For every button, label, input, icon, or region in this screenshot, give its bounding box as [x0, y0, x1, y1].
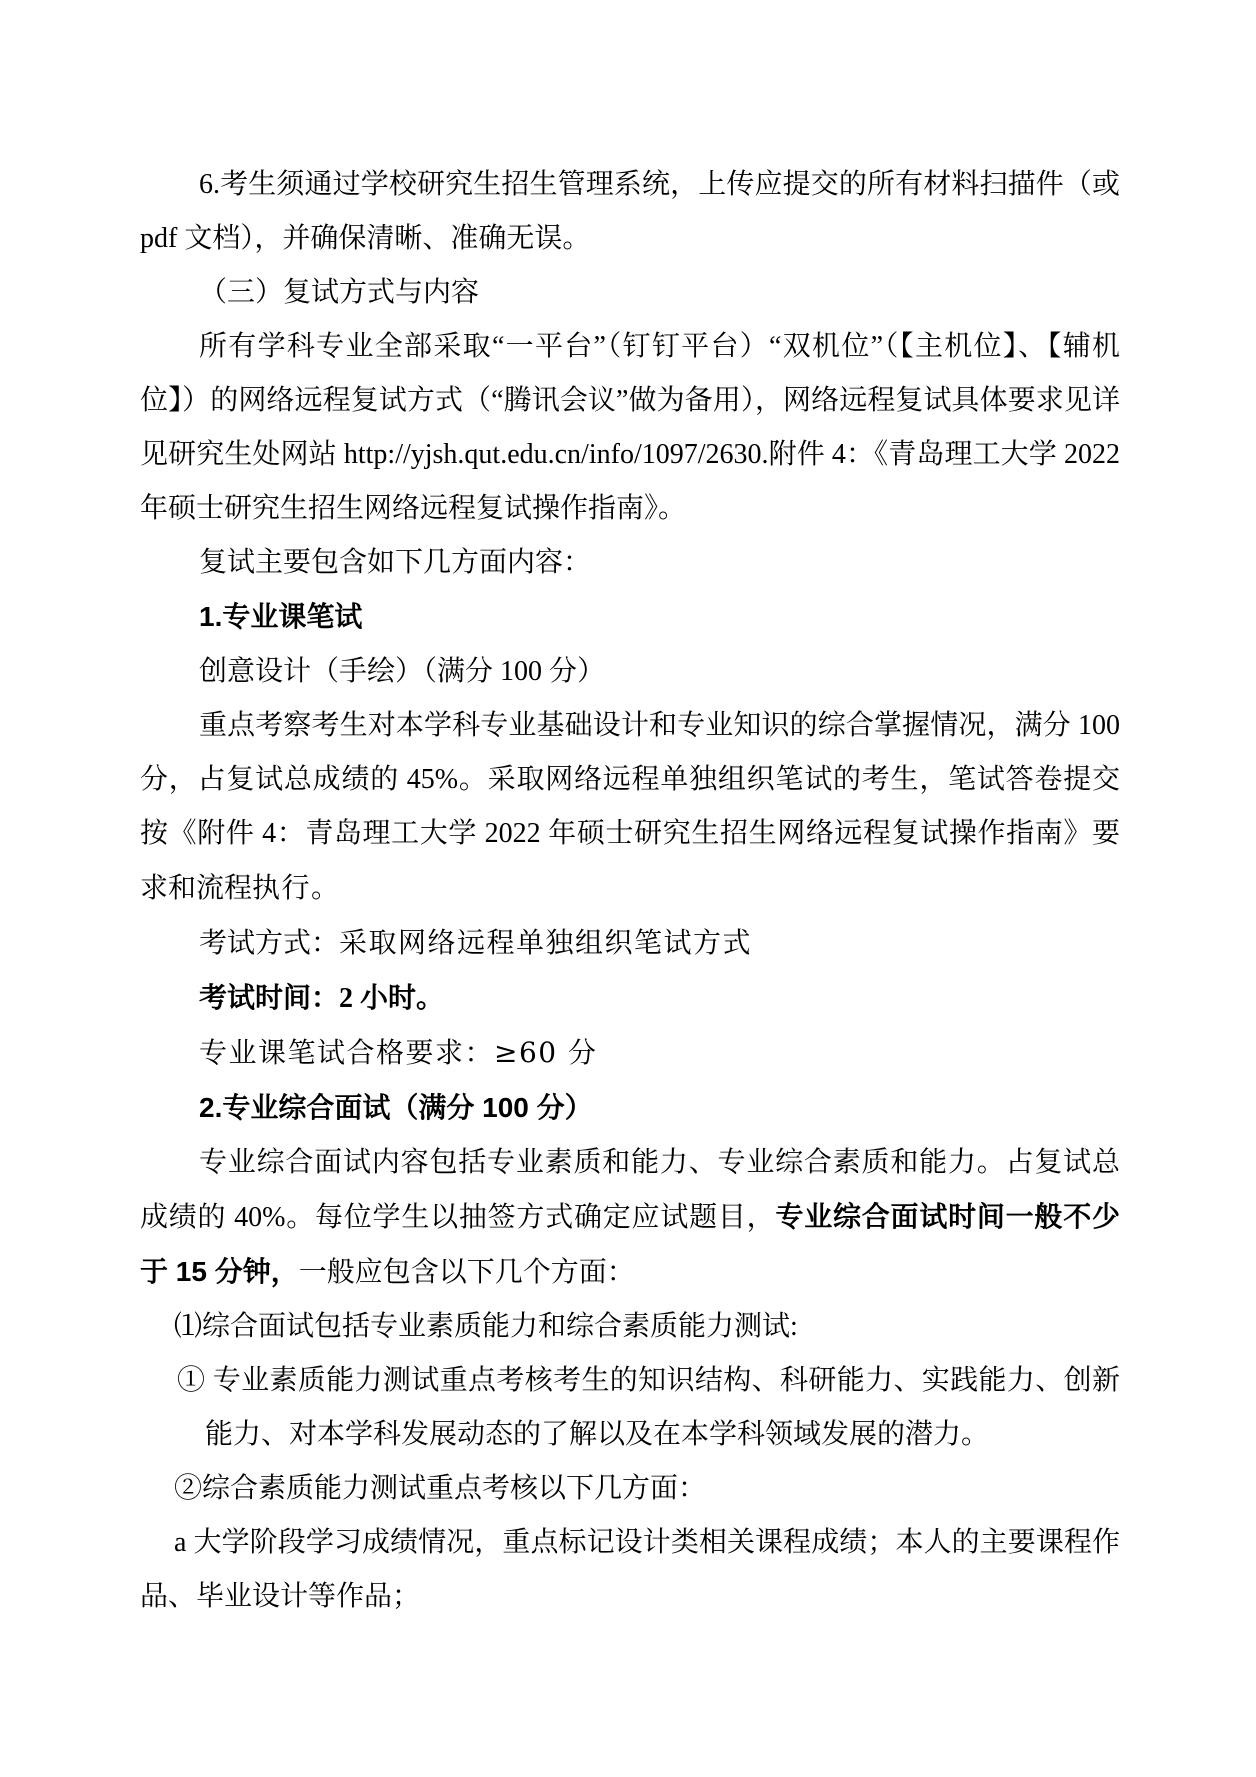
text-run: 采取网络远程单独组织笔试方式	[339, 926, 753, 959]
para-creative-design	[140, 645, 1120, 699]
text-run: 专业课笔试合格要求：≥60 分	[199, 1036, 598, 1069]
text-run: ① 专业素质能力测试重点考核考生的知识结构、科研能力、实践能力、创新能力、对本学科发展动态的了解以及在本学科领域发展的潜力。	[177, 1365, 1120, 1450]
text-run: 复试主要包含如下几方面内容：	[199, 547, 592, 578]
para-comprehensive-quality-test	[140, 1462, 1120, 1516]
label-text: 考试时间：	[199, 982, 340, 1013]
text-run: 考试方式：	[199, 928, 340, 959]
para-exam-duration	[140, 971, 1120, 1026]
heading-text: 1.专业课笔试	[199, 601, 363, 632]
para-written-test-details	[140, 699, 1120, 916]
text-run: 专业综合面试内容包括专业素质和能力、专业综合素质和能力。占复试总成绩的 40%。每位学生以抽签方式确定应试题目，	[140, 1147, 1120, 1233]
para-academic-records	[140, 1516, 1120, 1624]
emphasis-text: 专业综合面试时间一般不少于 15 分钟，	[140, 1201, 1120, 1287]
para-platform-info	[140, 320, 1120, 536]
text-run: 重点考察考生对本学科专业基础设计和专业知识的综合掌握情况，满分 100 分，占复试总成绩的 45%。采取网络远程单独组织笔试的考生，笔试答卷提交按《附件 4：青岛理工大学 2022 年硕士研究生招生网络远程复试操作指南》要求和流程	[140, 710, 1120, 904]
text-run: 2 小时。	[339, 983, 445, 1014]
text-run: a 大学阶段学习成绩情况，重点标记设计类相关课程成绩；本人的主要课程作品、毕业设计等作品；	[140, 1527, 1120, 1612]
para-interview-details	[140, 1136, 1120, 1300]
text-run: ②综合素质能力测试重点考核以下几方面：	[174, 1473, 707, 1504]
text-run: ⑴综合面试包括专业素质能力和综合素质能力测试:	[174, 1311, 798, 1342]
text-run: （三）复试方式与内容	[199, 277, 480, 308]
para-pass-requirement	[140, 1026, 1120, 1081]
heading-interview	[140, 1081, 1120, 1136]
para-professional-ability-test	[140, 1354, 1120, 1462]
text-run: 。	[311, 873, 340, 904]
text-run: 6.考生须通过学校研究生招生管理系统，上传应提交的所有材料扫描件（或 pdf 文档），并确保清晰、准确无误。	[140, 169, 1120, 254]
text-run: 一般应包含以下几个方面：	[298, 1257, 635, 1288]
para-review-contents-intro	[140, 536, 1120, 590]
heading-written-test	[140, 590, 1120, 645]
para-interview-components	[140, 1300, 1120, 1354]
para-exam-method	[140, 916, 1120, 971]
text-run: 所有学科专业全部采取“一平台”（钉钉平台）“双机位”（【主机位】、【辅机位】）的网络远程复试方式（“腾讯会议”做为备用），网络远程复试具体要求见详见研究生处网站 http://yjsh.qut.edu.cn/info/1097/2630.附件 4：《青岛理工大学 2022 年硕士研究生招生网络远程复试操作指南》。	[140, 331, 1120, 524]
para-upload-materials	[140, 158, 1120, 266]
text-run: 创意设计（手绘）（满分 100 分）	[199, 656, 606, 687]
text-run: 执行	[252, 871, 312, 904]
heading-text: 2.专业综合面试（满分 100 分）	[199, 1092, 593, 1123]
heading-section-3	[140, 266, 1120, 320]
